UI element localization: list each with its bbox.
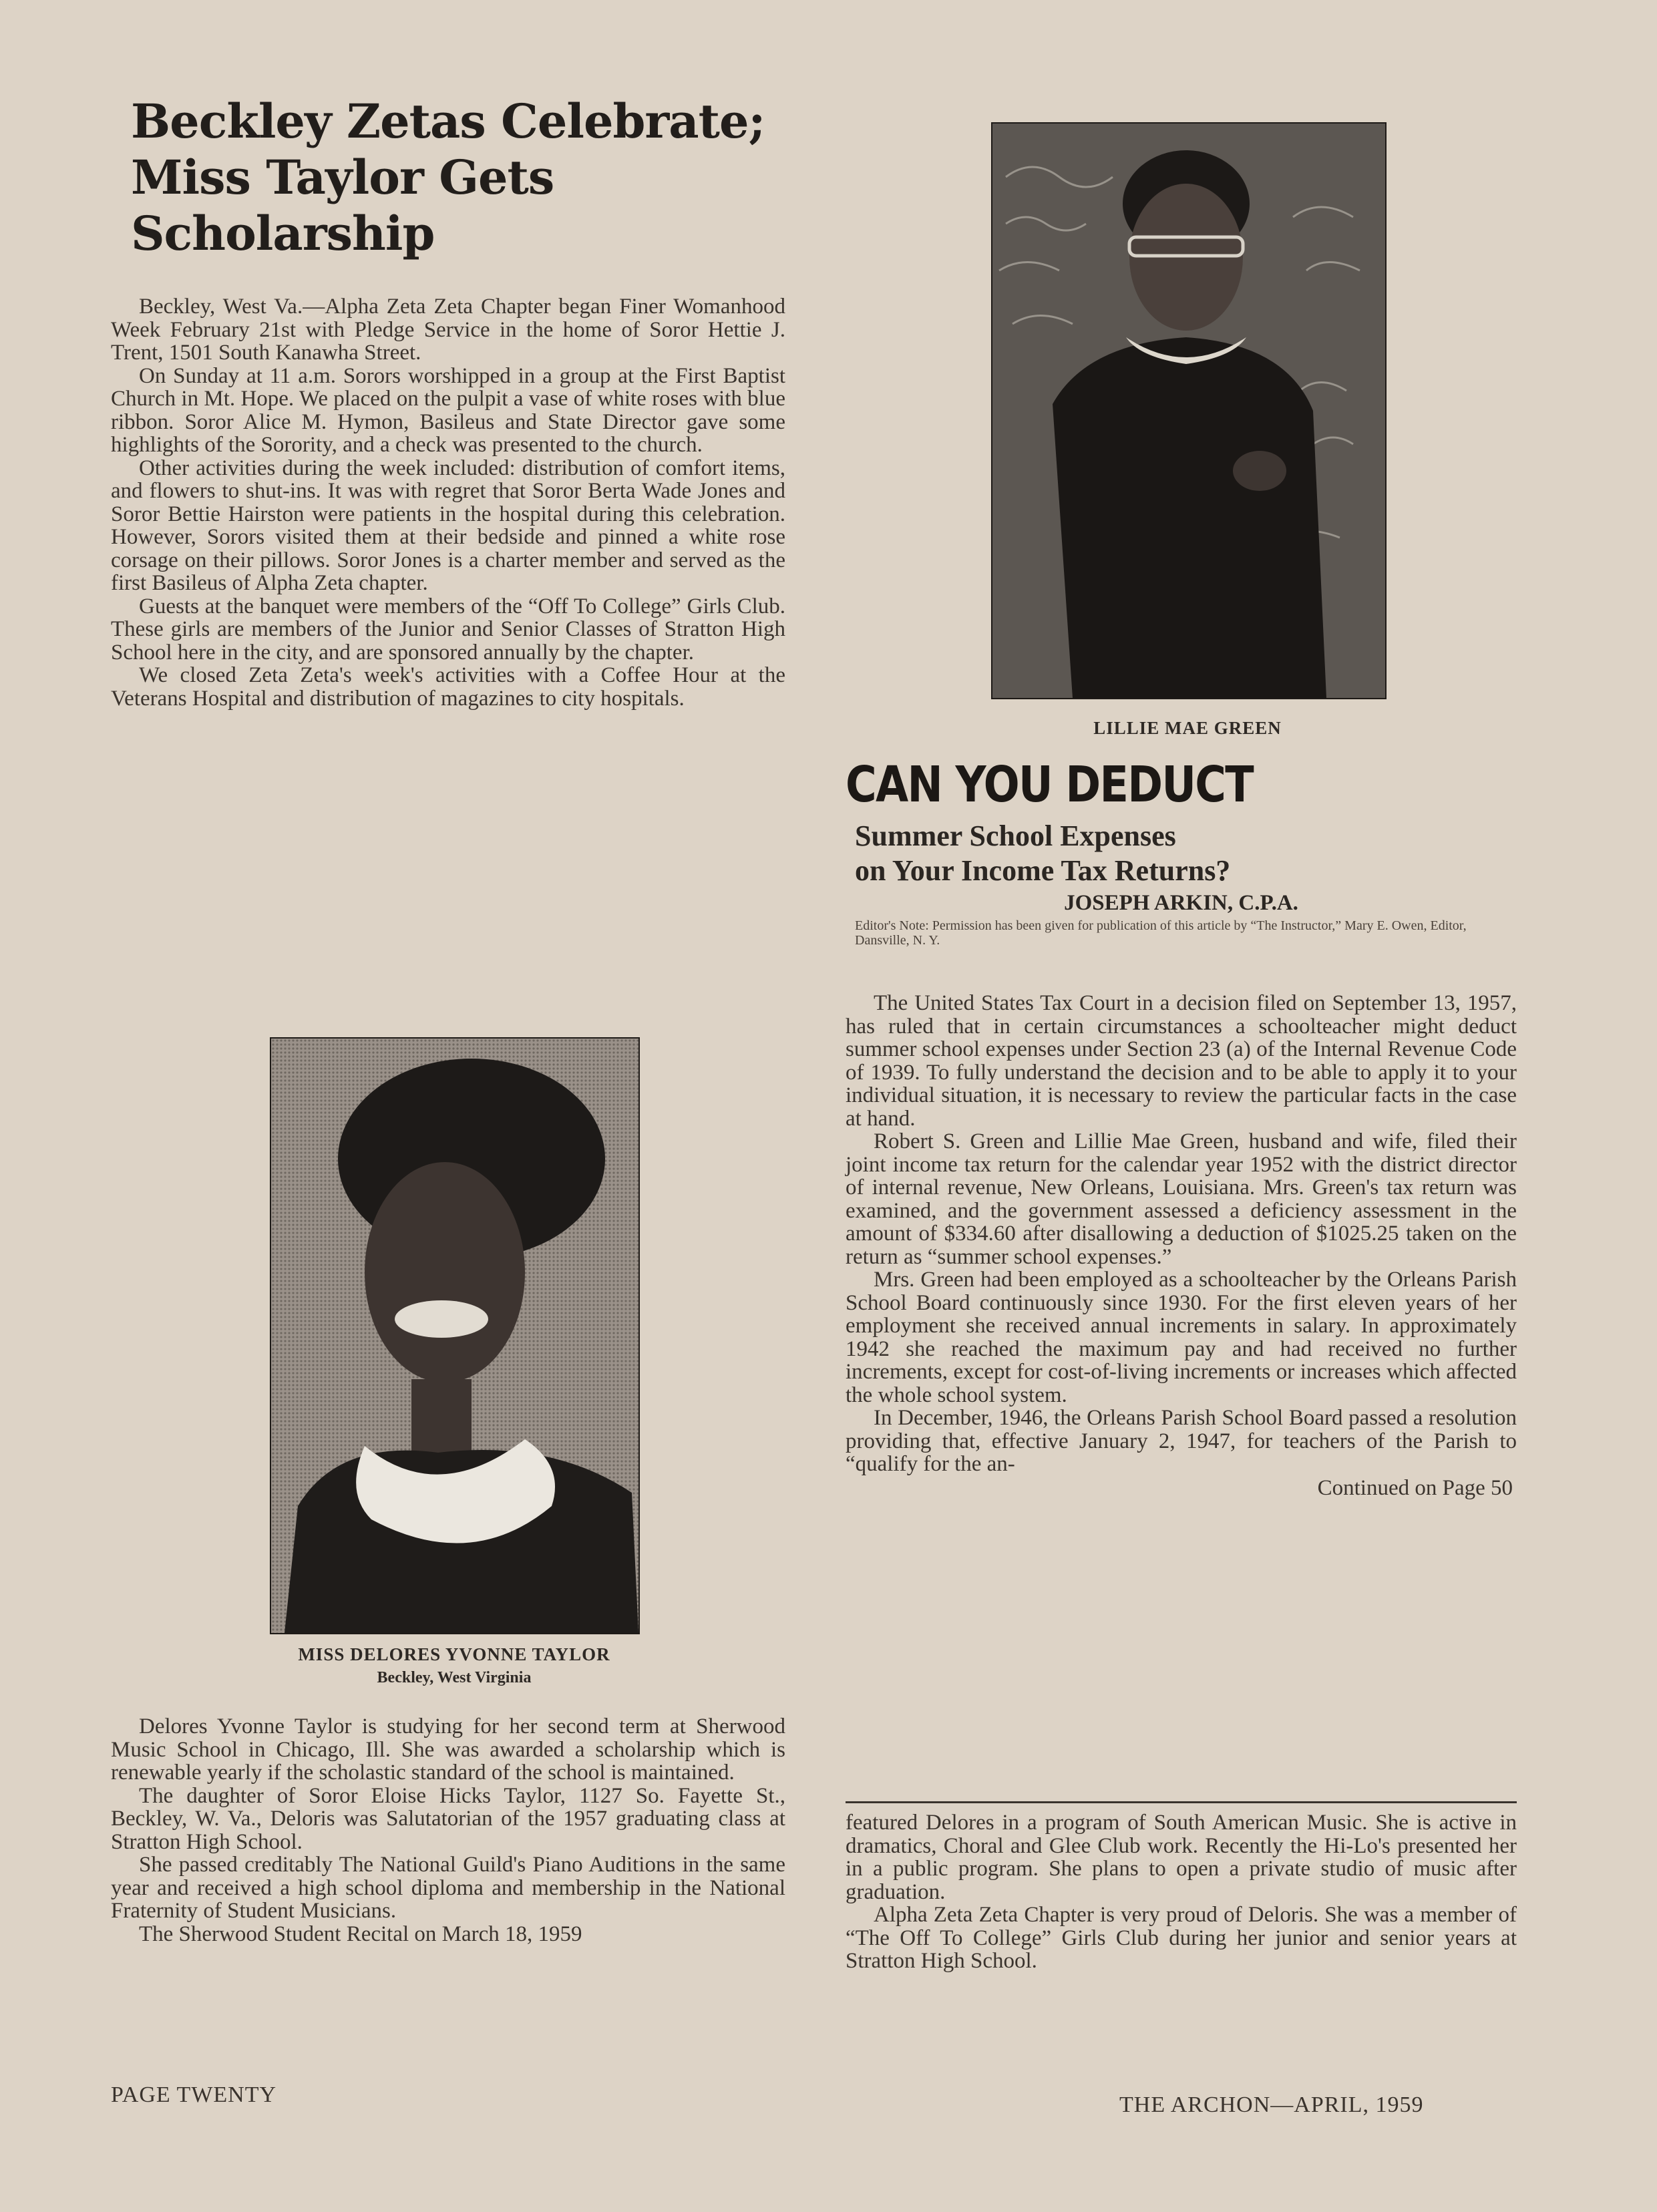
paragraph: In December, 1946, the Orleans Parish School Board passed a resolution providing that, effective January 2, 1947, for teachers of the Parish to “qualify for the an-: [846, 1406, 1517, 1476]
portrait-green-image: [992, 124, 1385, 698]
paragraph: featured Delores in a program of South American Music. She is active in dramatics, Choral and Glee Club work. Recently the Hi-Lo's presented her in a public program. She plans to open a private studio of music after graduation.: [846, 1811, 1517, 1904]
caption-green: LILLIE MAE GREEN: [1093, 718, 1282, 738]
caption-taylor: [200, 1644, 708, 1687]
page-number: PAGE TWENTY: [111, 2082, 277, 2107]
paragraph: The daughter of Soror Eloise Hicks Taylor, 1127 So. Fayette St., Beckley, W. Va., Deloris was Salutatorian of the 1957 graduating class at Stratton High School.: [111, 1783, 785, 1854]
article-beckley-zetas: [111, 94, 785, 710]
paragraph: Robert S. Green and Lillie Mae Green, husband and wife, filed their joint income tax return for the calendar year 1952 with the district director of internal revenue, New Orleans, Louisiana. Mrs. Green's tax return was examined, and the government assessed a deficiency assessment in the amount of $334.60 after disallowing a deduction of $1025.25 taken on the return as “summer school expenses.”: [846, 1129, 1517, 1269]
caption-name: MISS DELORES YVONNE TAYLOR: [298, 1644, 610, 1664]
editor-note: Editor's Note: Permission has been given for publication of this article by “The Instructor,” Mary E. Owen, Editor, Dansville, N. Y.: [855, 918, 1467, 948]
paragraph: Alpha Zeta Zeta Chapter is very proud of Deloris. She was a member of “The Off To College” Girls Club during her junior and senior years at Stratton High School.: [846, 1903, 1517, 1973]
continued-note: Continued on Page 50: [1317, 1475, 1513, 1500]
portrait-photo-taylor: [270, 1037, 640, 1634]
paragraph: Mrs. Green had been employed as a schoolteacher by the Orleans Parish School Board continuously since 1930. For the first eleven years of her employment she received annual increments in salary. In approximately 1942 she reached the maximum pay and had received no further increments, except for cost-of-living increments or increases which affected the whole school system.: [846, 1268, 1517, 1407]
article2-byline: JOSEPH ARKIN, C.P.A.: [1064, 891, 1298, 915]
article-body: [111, 295, 785, 710]
divider-rule: [846, 1801, 1517, 1803]
article-headline: [131, 94, 785, 262]
paragraph: The Sherwood Student Recital on March 18, 1959: [139, 1921, 582, 1946]
paragraph: Delores Yvonne Taylor is studying for her second term at Sherwood Music School in Chicago, Ill. She was awarded a scholarship which is renewable yearly if the scholastic standard of the school is maintained.: [111, 1714, 785, 1785]
paragraph: We closed Zeta Zeta's week's activities with a Coffee Hour at the Veterans Hospital and distribution of magazines to city hospitals.: [111, 663, 785, 711]
taylor-continued-body: [846, 1811, 1517, 1973]
headline-line-2: Miss Taylor Gets Scholarship: [131, 150, 554, 261]
paragraph: On Sunday at 11 a.m. Sorors worshipped in a group at the First Baptist Church in Mt. Hope. We placed on the pulpit a vase of white roses with blue ribbon. Soror Alice M. Hymon, Basileus and State Director gave some highlights of the Sorority, and a check was presented to the church.: [111, 363, 785, 457]
caption-place: Beckley, West Virginia: [377, 1669, 532, 1686]
paragraph: Guests at the banquet were members of the “Off To College” Girls Club. These girls are members of the Junior and Senior Classes of Stratton High School here in the city, and are sponsored annually by the chapter.: [111, 594, 785, 665]
article2-headline: CAN YOU DEDUCT: [846, 756, 1253, 813]
portrait-photo-green: [991, 122, 1387, 699]
paragraph: Beckley, West Va.—Alpha Zeta Zeta Chapter began Finer Womanhood Week February 21st with Pledge Service in the home of Soror Hettie J. Trent, 1501 South Kanawha Street.: [111, 295, 785, 365]
portrait-taylor-image: [271, 1039, 638, 1633]
article2-body: [846, 992, 1517, 1500]
paragraph: Other activities during the week included: distribution of comfort items, and flowers to shut-ins. It was with regret that Soror Berta Wade Jones and Soror Bettie Hairston were patients in the hospital during this celebration. However, Sorors visited them at their bedside and pinned a white rose corsage on their pillows. Soror Jones is a charter member and served as the first Basileus of Alpha Zeta chapter.: [111, 455, 785, 595]
paragraph: The United States Tax Court in a decision filed on September 13, 1957, has ruled that in certain circumstances a schoolteacher might deduct summer school expenses under Section 23 (a) of the Internal Revenue Code of 1939. To fully understand the decision and to be able to apply it to your individual situation, it is necessary to review the particular facts in the case at hand.: [846, 991, 1517, 1131]
paragraph: She passed creditably The National Guild's Piano Auditions in the same year and received a high school diploma and membership in the National Fraternity of Student Musicians.: [111, 1853, 785, 1923]
taylor-article-body: [111, 1715, 785, 1946]
headline-line-1: Beckley Zetas Celebrate;: [131, 94, 765, 149]
article2-subhead-line-1: Summer School Expenses: [855, 819, 1176, 852]
article2-subhead-line-2: on Your Income Tax Returns?: [855, 854, 1231, 887]
publication-issue: THE ARCHON—APRIL, 1959: [1119, 2092, 1424, 2117]
article-tax-deduction: [846, 755, 1517, 956]
